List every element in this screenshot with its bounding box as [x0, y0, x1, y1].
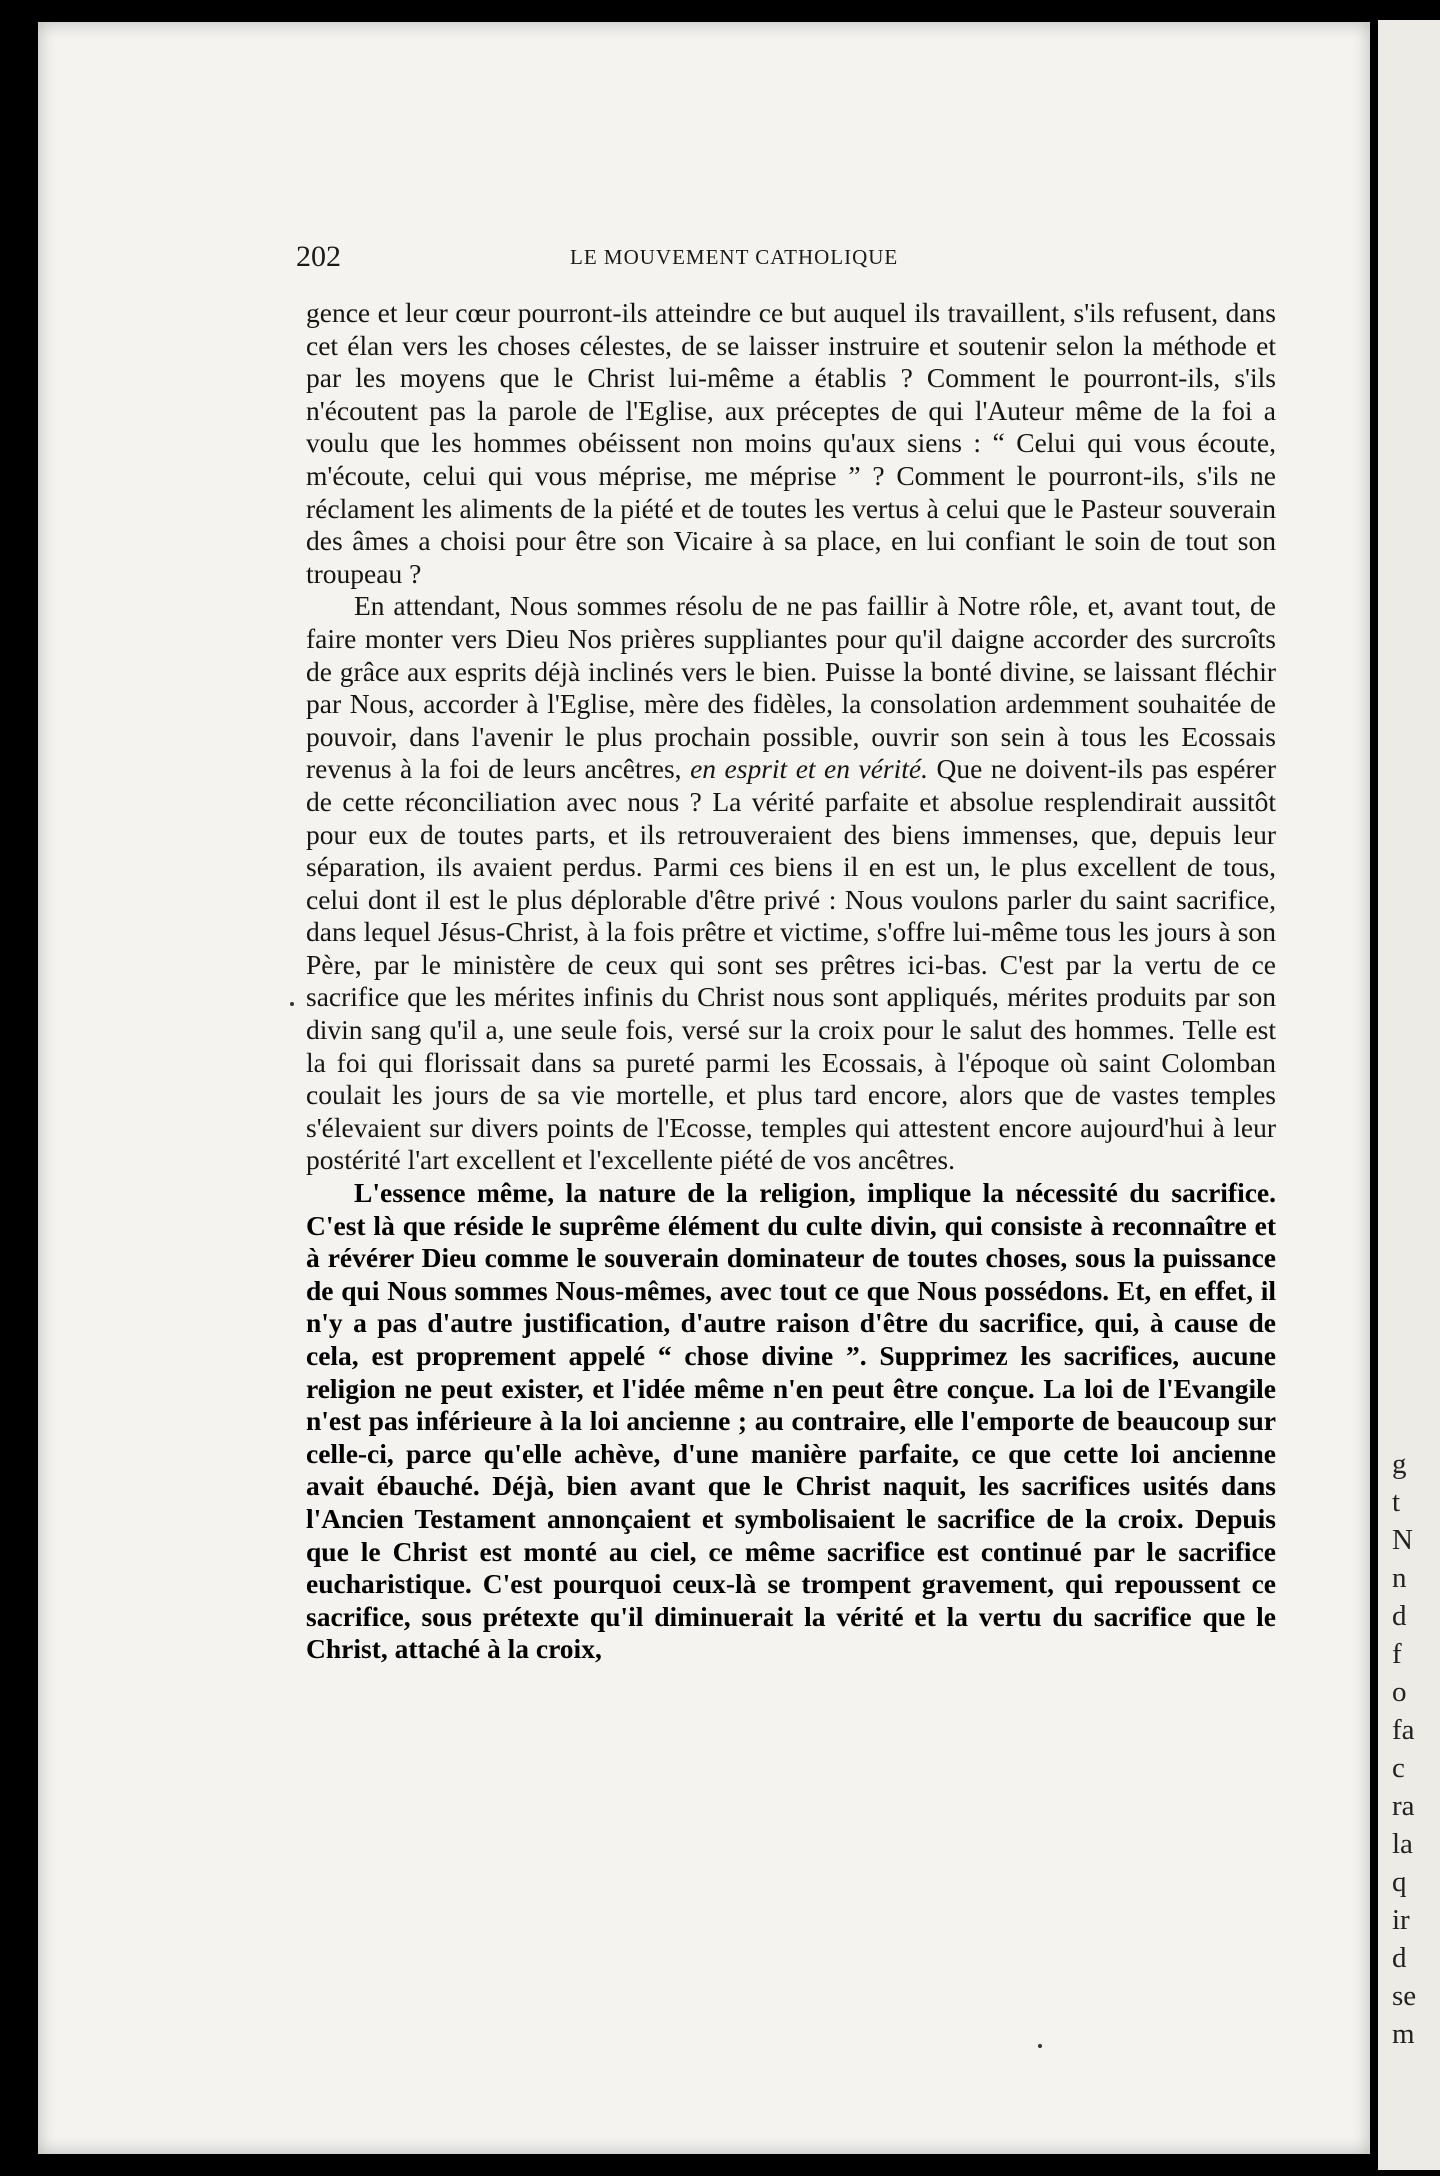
edge-letter: q: [1392, 1866, 1407, 1898]
bottom-speck: [1038, 2044, 1042, 2048]
edge-letter: fa: [1392, 1714, 1415, 1746]
paragraph-2-text-b: Que ne doivent-ils pas espérer de cette réconciliation avec nous ? La vérité parfaite et absolue resplendirait aussitôt pour eux de toutes parts, et ils retrouveraient des biens immenses, que, depuis leur séparation, ils avaient perdus. Parmi ces biens il en est un, le plus excellent de tous, celui dont il est le plus déplorable d'être privé : Nous voulons parler du saint sacrifice, dans lequel Jésus-Christ, à la fois prêtre et victime, s'offre lui-même tous les jours à son Père, par le ministère de ceux qui sont ses prêtres ici-bas. C'est par la vertu de ce sacrifice que les mérites infinis du Christ nous sont appliqués, mérites produits par son divin sang qu'il a, une seule fois, versé sur la croix pour le salut des hommes. Telle est la foi qui florissait dans sa pureté parmi les Ecossais, à l'époque où saint Colomban coulait les jours de sa vie mortelle, et plus tard encore, alors que de vastes temples s'élevaient sur divers points de l'Ecosse, temples qui attestent encore aujourd'hui à leur postérité l'art excellent et l'excellente piété de vos ancêtres.: [306, 753, 1277, 1176]
book-page: [38, 22, 1370, 2154]
edge-letter: n: [1392, 1562, 1407, 1594]
edge-letter: f: [1392, 1638, 1402, 1670]
paragraph-2-text-a: En attendant, Nous sommes résolu de ne pas faillir à Notre rôle, et, avant tout, de faire monter vers Dieu Nos prières suppliantes pour qu'il daigne accorder des surcroîts de grâce aux esprits déjà inclinés vers le bien. Puisse la bonté divine, se laissant fléchir par Nous, accorder à l'Eglise, mère des fidèles, la consolation ardemment souhaitée de pouvoir, dans l'avenir le plus prochain possible, ouvrir son sein à tous les Ecossais revenus à la foi de leurs ancêtres,: [306, 590, 1276, 785]
edge-letter: o: [1392, 1676, 1407, 1708]
facing-page-letters: [1392, 1445, 1432, 2053]
body-text: [306, 297, 1276, 1666]
running-title: LE MOUVEMENT CATHOLIQUE: [570, 245, 899, 269]
paragraph-2-italic: en esprit et en vérité.: [690, 753, 928, 785]
paragraph-1: gence et leur cœur pourront-ils atteindre ce but auquel ils travaillent, s'ils refusent, dans cet élan vers les choses célestes, de se laisser instruire et soutenir selon la méthode et par les moyens que le Christ lui-même a établis ? Comment le pourront-ils, s'ils n'écoutent pas la parole de l'Eglise, aux préceptes de qui l'Auteur même de la foi a voulu que les hommes obéissent non moins qu'aux siens : “ Celui qui vous écoute, m'écoute, celui qui vous méprise, me méprise ” ? Comment le pourront-ils, s'ils ne réclament les aliments de la piété et de toutes les vertus à celui que le Pasteur souverain des âmes a choisi pour être son Vicaire à sa place, en lui confiant le soin de tout son troupeau ?: [306, 297, 1276, 589]
paragraph-3: L'essence même, la nature de la religion, implique la nécessité du sacrifice. C'est là que réside le suprême élément du culte divin, qui consiste à reconnaître et à révérer Dieu comme le souverain dominateur de toutes choses, sous la puissance de qui Nous sommes Nous-mêmes, avec tout ce que Nous possédons. Et, en effet, il n'y a pas d'autre justification, d'autre raison d'être du sacrifice, qui, à cause de cela, est proprement appelé “ chose divine ”. Supprimez les sacrifices, aucune religion ne peut exister, et l'idée même n'en peut être conçue. La loi de l'Evangile n'est pas inférieure à la loi ancienne ; au contraire, elle l'emporte de beaucoup sur celle-ci, parce qu'elle achève, d'une manière parfaite, ce que cette loi ancienne avait ébauché. Déjà, bien avant que le Christ naquit, les sacrifices usités dans l'Ancien Testament annonçaient et symbolisaient le sacrifice de la croix. Depuis que le Christ est monté au ciel, ce même sacrifice est continué par le sacrifice eucharistique. C'est pourquoi ceux-là se trompent gravement, qui repoussent ce sacrifice, sous prétexte qu'il diminuerait la vérité et la vertu du sacrifice que le Christ, attaché à la croix,: [306, 1177, 1276, 1665]
margin-speck: [290, 1002, 294, 1006]
facing-page-edge: [1378, 20, 1440, 2170]
running-head: [296, 237, 986, 277]
edge-letter: g: [1392, 1448, 1407, 1480]
page-number: 202: [296, 240, 341, 273]
edge-letter: m: [1392, 2018, 1415, 2050]
edge-letter: t: [1392, 1486, 1401, 1518]
edge-letter: c: [1392, 1752, 1405, 1784]
edge-letter: d: [1392, 1942, 1407, 1974]
edge-letter: ir: [1392, 1904, 1410, 1936]
paragraph-2: [306, 590, 1276, 1177]
edge-letter: se: [1392, 1980, 1417, 2012]
edge-letter: N: [1392, 1524, 1413, 1556]
edge-letter: la: [1392, 1828, 1413, 1860]
edge-letter: d: [1392, 1600, 1407, 1632]
edge-letter: ra: [1392, 1790, 1415, 1822]
